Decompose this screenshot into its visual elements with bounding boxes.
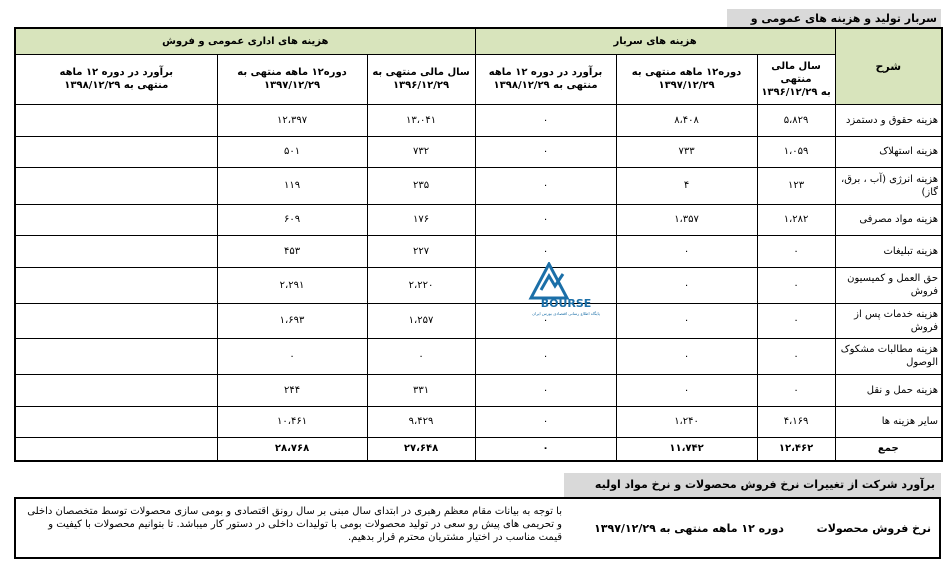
cell-admin-est98 <box>15 338 217 374</box>
total-a2: ۲۸،۷۶۸ <box>217 437 367 461</box>
cell-admin-fy96: ۰ <box>367 338 475 374</box>
cell-overhead-12m97: ۰ <box>616 267 757 303</box>
logo-subtext: پایگاه اطلاع رسانی اقتصادی بورس ایران <box>532 311 600 316</box>
cell-admin-12m97: ۱،۶۹۳ <box>217 303 367 338</box>
header-description: شرح <box>835 28 942 104</box>
cell-overhead-est98: ۰ <box>475 235 616 267</box>
cell-admin-fy96: ۱۷۶ <box>367 204 475 235</box>
cell-overhead-est98: ۰ <box>475 136 616 167</box>
cell-overhead-est98: ۰ <box>475 338 616 374</box>
cell-admin-est98 <box>15 374 217 406</box>
cell-admin-fy96: ۹،۴۲۹ <box>367 406 475 437</box>
bourse-logo <box>527 262 605 318</box>
table-row <box>15 167 942 204</box>
cell-overhead-12m97: ۱،۳۵۷ <box>616 204 757 235</box>
overhead-table <box>14 27 943 462</box>
header-est98: برآورد در دوره ۱۲ ماهه منتهی به ۱۳۹۸/۱۲/۲۹ <box>475 54 616 104</box>
table-row <box>15 235 942 267</box>
total-o1: ۱۲،۴۶۲ <box>757 437 835 461</box>
total-a3 <box>15 437 217 461</box>
cell-overhead-fy96: ۰ <box>757 267 835 303</box>
cell-admin-fy96: ۱،۲۵۷ <box>367 303 475 338</box>
cell-admin-est98 <box>15 136 217 167</box>
cell-admin-est98 <box>15 303 217 338</box>
table-row <box>15 267 942 303</box>
cell-overhead-fy96: ۰ <box>757 374 835 406</box>
header-admin-est98: برآورد در دوره ۱۲ ماهه منتهی به ۱۳۹۸/۱۲/۲۹ <box>15 54 217 104</box>
cell-admin-est98 <box>15 267 217 303</box>
section2-label: نرخ فروش محصولات <box>816 521 931 535</box>
cell-overhead-12m97: ۰ <box>616 374 757 406</box>
cell-overhead-fy96: ۴،۱۶۹ <box>757 406 835 437</box>
page-title: سربار تولید و هزینه های عمومی و <box>727 9 941 28</box>
cell-overhead-12m97: ۴ <box>616 167 757 204</box>
cell-admin-fy96: ۲،۲۲۰ <box>367 267 475 303</box>
table-row <box>15 338 942 374</box>
row-label: هزینه حمل و نقل <box>835 374 942 406</box>
cell-admin-fy96: ۳۳۱ <box>367 374 475 406</box>
cell-admin-fy96: ۷۳۲ <box>367 136 475 167</box>
row-label: هزینه استهلاک <box>835 136 942 167</box>
header-overhead-group: هزینه های سربار <box>475 28 835 54</box>
cell-admin-est98 <box>15 167 217 204</box>
cell-overhead-fy96: ۰ <box>757 303 835 338</box>
table-row <box>15 104 942 136</box>
cell-overhead-12m97: ۰ <box>616 303 757 338</box>
cell-admin-12m97: ۶۰۹ <box>217 204 367 235</box>
table-row <box>15 374 942 406</box>
cell-overhead-est98: ۰ <box>475 303 616 338</box>
header-12m97: دوره۱۲ ماهه منتهی به ۱۳۹۷/۱۲/۲۹ <box>616 54 757 104</box>
row-label: هزینه انرژی (آب ، برق، گاز) <box>835 167 942 204</box>
table-row <box>15 136 942 167</box>
cell-admin-12m97: ۴۵۳ <box>217 235 367 267</box>
cell-overhead-fy96: ۱،۲۸۲ <box>757 204 835 235</box>
section2-period: دوره ۱۲ ماهه منتهی به ۱۳۹۷/۱۲/۲۹ <box>594 521 784 535</box>
cell-overhead-fy96: ۰ <box>757 338 835 374</box>
total-a1: ۲۷،۶۴۸ <box>367 437 475 461</box>
cell-admin-12m97: ۲،۲۹۱ <box>217 267 367 303</box>
cell-admin-12m97: ۱۱۹ <box>217 167 367 204</box>
logo-text: BOURSE <box>540 297 592 310</box>
cell-admin-fy96: ۱۳،۰۴۱ <box>367 104 475 136</box>
table-row <box>15 204 942 235</box>
total-label: جمع <box>835 437 942 461</box>
cell-overhead-fy96: ۵،۸۲۹ <box>757 104 835 136</box>
row-label: هزینه مطالبات مشکوک الوصول <box>835 338 942 374</box>
header-admin-fy96: سال مالی منتهی به ۱۳۹۶/۱۲/۲۹ <box>367 54 475 104</box>
cell-overhead-est98: ۰ <box>475 374 616 406</box>
total-o2: ۱۱،۷۴۲ <box>616 437 757 461</box>
cell-admin-est98 <box>15 104 217 136</box>
section2-title: برآورد شرکت از تغییرات نرخ فروش محصولات و نرخ مواد اولیه <box>564 473 941 497</box>
row-label: هزینه تبلیغات <box>835 235 942 267</box>
table-row <box>15 303 942 338</box>
row-label: سایر هزینه ها <box>835 406 942 437</box>
cell-overhead-est98: ۰ <box>475 104 616 136</box>
cell-overhead-12m97: ۱،۲۴۰ <box>616 406 757 437</box>
cell-admin-fy96: ۲۳۵ <box>367 167 475 204</box>
cell-overhead-12m97: ۸،۴۰۸ <box>616 104 757 136</box>
cell-admin-12m97: ۰ <box>217 338 367 374</box>
total-o3: ۰ <box>475 437 616 461</box>
cell-admin-fy96: ۲۲۷ <box>367 235 475 267</box>
section2-text: با توجه به بیانات مقام معظم رهبری در ابتدای سال مبنی بر سال رونق اقتصادی و بومی سازی محصولات توسط متخصصان داخلی و تحریمی های پیش رو سعی در تولید محصولات بومی با تولیدات داخلی در دستور کار میباشد. تا بتوانیم محصولات با کیفیت و قیمت مناسب در اختیار مشتریان محترم قرار بدهیم. <box>27 506 562 543</box>
cell-overhead-est98: ۰ <box>475 204 616 235</box>
cell-overhead-12m97: ۰ <box>616 338 757 374</box>
cell-admin-est98 <box>15 406 217 437</box>
row-label: حق العمل و کمیسیون فروش <box>835 267 942 303</box>
row-label: هزینه حقوق و دستمزد <box>835 104 942 136</box>
cell-overhead-fy96: ۰ <box>757 235 835 267</box>
row-label: هزینه خدمات پس از فروش <box>835 303 942 338</box>
cell-admin-est98 <box>15 235 217 267</box>
table-row <box>15 406 942 437</box>
cell-overhead-est98: ۰ <box>475 406 616 437</box>
row-label: هزینه مواد مصرفی <box>835 204 942 235</box>
cell-overhead-12m97: ۰ <box>616 235 757 267</box>
header-fy96: سال مالی منتهی به ۱۳۹۶/۱۲/۲۹ <box>757 54 835 104</box>
header-admin-12m97: دوره۱۲ ماهه منتهی به ۱۳۹۷/۱۲/۲۹ <box>217 54 367 104</box>
cell-admin-est98 <box>15 204 217 235</box>
cell-admin-12m97: ۱۰،۴۶۱ <box>217 406 367 437</box>
cell-admin-12m97: ۱۲،۳۹۷ <box>217 104 367 136</box>
cell-overhead-12m97: ۷۳۳ <box>616 136 757 167</box>
header-admin-group: هزینه های اداری عمومی و فروش <box>15 28 475 54</box>
cell-admin-12m97: ۵۰۱ <box>217 136 367 167</box>
cell-admin-12m97: ۲۴۴ <box>217 374 367 406</box>
total-row <box>15 437 942 461</box>
cell-overhead-fy96: ۱،۰۵۹ <box>757 136 835 167</box>
cell-overhead-est98: ۰ <box>475 167 616 204</box>
section2-box <box>14 497 941 559</box>
cell-overhead-fy96: ۱۲۳ <box>757 167 835 204</box>
logo-triangle-icon <box>531 264 567 298</box>
